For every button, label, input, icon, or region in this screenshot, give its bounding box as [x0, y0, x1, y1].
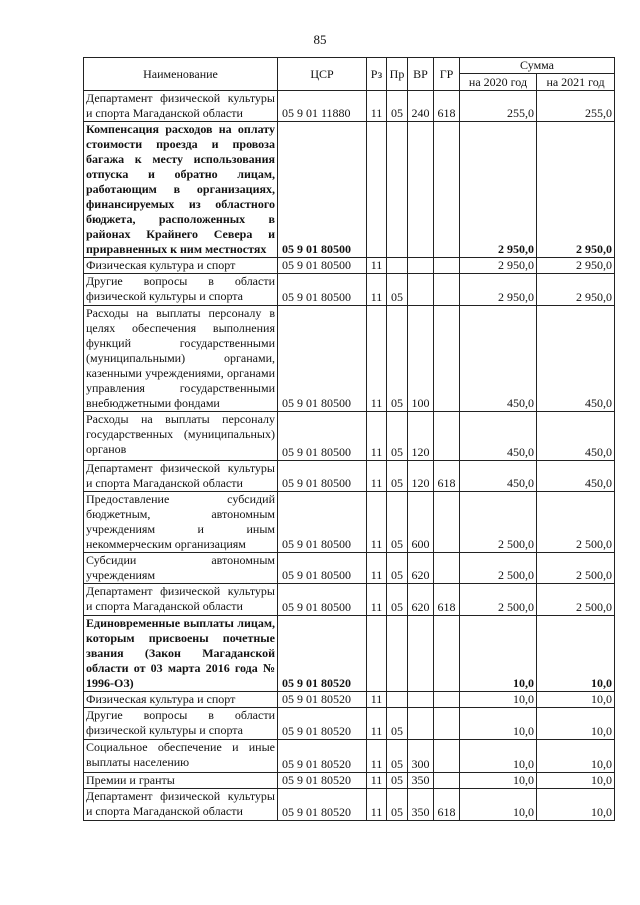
- row-sum-2021: 2 500,0: [537, 492, 615, 553]
- row-sum-2021: 450,0: [537, 461, 615, 492]
- row-sum-2021: 2 950,0: [537, 122, 615, 258]
- row-name: Единовременные выплаты лицам, которым присвоены почетные звания (Закон Магаданской области от 03 марта 2016 года № 1996-ОЗ): [84, 616, 278, 692]
- row-csr: 05 9 01 80520: [278, 616, 367, 692]
- row-csr: 05 9 01 11880: [278, 91, 367, 122]
- row-csr: 05 9 01 80500: [278, 553, 367, 584]
- row-rz: 11: [367, 692, 387, 708]
- row-rz: 11: [367, 740, 387, 773]
- row-csr: 05 9 01 80520: [278, 708, 367, 740]
- row-vr: [408, 122, 434, 258]
- header-rz: Рз: [367, 58, 387, 91]
- row-sum-2020: 2 500,0: [460, 553, 537, 584]
- row-vr: [408, 616, 434, 692]
- row-sum-2020: 2 500,0: [460, 492, 537, 553]
- row-rz: 11: [367, 274, 387, 306]
- row-csr: 05 9 01 80500: [278, 492, 367, 553]
- table-row: [84, 584, 615, 616]
- table-row: [84, 412, 615, 461]
- row-rz: 11: [367, 789, 387, 821]
- row-name: Физическая культура и спорт: [84, 692, 278, 708]
- row-pr: [387, 616, 408, 692]
- row-sum-2020: 450,0: [460, 412, 537, 461]
- row-gr: [434, 773, 460, 789]
- row-sum-2021: 255,0: [537, 91, 615, 122]
- row-gr: [434, 274, 460, 306]
- row-gr: [434, 553, 460, 584]
- row-sum-2021: 450,0: [537, 306, 615, 412]
- table-row: [84, 616, 615, 692]
- row-vr: [408, 708, 434, 740]
- row-gr: [434, 306, 460, 412]
- header-2021: на 2021 год: [537, 74, 615, 91]
- table-row: [84, 553, 615, 584]
- header-sum: Сумма: [460, 58, 615, 74]
- budget-table: [83, 57, 615, 821]
- table-row: [84, 91, 615, 122]
- row-name: Премии и гранты: [84, 773, 278, 789]
- row-vr: 100: [408, 306, 434, 412]
- row-rz: [367, 122, 387, 258]
- row-csr: 05 9 01 80500: [278, 461, 367, 492]
- row-pr: 05: [387, 553, 408, 584]
- table-row: [84, 258, 615, 274]
- row-sum-2020: 2 950,0: [460, 258, 537, 274]
- row-gr: [434, 616, 460, 692]
- row-rz: 11: [367, 461, 387, 492]
- row-gr: [434, 412, 460, 461]
- row-pr: 05: [387, 91, 408, 122]
- row-csr: 05 9 01 80500: [278, 258, 367, 274]
- row-vr: 620: [408, 584, 434, 616]
- row-sum-2021: 10,0: [537, 740, 615, 773]
- header-name: Наименование: [84, 58, 278, 91]
- row-pr: 05: [387, 461, 408, 492]
- row-name: Расходы на выплаты персоналу в целях обеспечения выполнения функций государственными (муниципальными) органами, казенными учреждениями, органами управления государственными внебюджетными фондами: [84, 306, 278, 412]
- row-csr: 05 9 01 80520: [278, 692, 367, 708]
- row-sum-2021: 2 950,0: [537, 274, 615, 306]
- row-name: Департамент физической культуры и спорта Магаданской области: [84, 789, 278, 821]
- row-sum-2021: 450,0: [537, 412, 615, 461]
- row-name: Другие вопросы в области физической культуры и спорта: [84, 274, 278, 306]
- row-csr: 05 9 01 80500: [278, 412, 367, 461]
- row-name: Физическая культура и спорт: [84, 258, 278, 274]
- row-csr: 05 9 01 80500: [278, 122, 367, 258]
- row-rz: 11: [367, 492, 387, 553]
- table-row: [84, 789, 615, 821]
- row-rz: 11: [367, 412, 387, 461]
- row-rz: [367, 616, 387, 692]
- row-rz: 11: [367, 773, 387, 789]
- row-pr: [387, 258, 408, 274]
- table-row: [84, 274, 615, 306]
- row-gr: 618: [434, 584, 460, 616]
- row-csr: 05 9 01 80500: [278, 306, 367, 412]
- header-pr: Пр: [387, 58, 408, 91]
- row-sum-2021: 2 500,0: [537, 584, 615, 616]
- page-number: 85: [313, 32, 327, 47]
- row-name: Департамент физической культуры и спорта Магаданской области: [84, 91, 278, 122]
- row-sum-2020: 10,0: [460, 692, 537, 708]
- row-vr: 350: [408, 773, 434, 789]
- row-gr: [434, 122, 460, 258]
- row-gr: [434, 258, 460, 274]
- row-sum-2020: 450,0: [460, 306, 537, 412]
- row-pr: [387, 692, 408, 708]
- row-sum-2020: 255,0: [460, 91, 537, 122]
- table-row: [84, 461, 615, 492]
- row-pr: 05: [387, 740, 408, 773]
- row-name: Предоставление субсидий бюджетным, автономным учреждениям и иным некоммерческим организациям: [84, 492, 278, 553]
- row-rz: 11: [367, 553, 387, 584]
- row-sum-2020: 10,0: [460, 616, 537, 692]
- table-row: [84, 773, 615, 789]
- row-csr: 05 9 01 80500: [278, 584, 367, 616]
- table-row: [84, 492, 615, 553]
- row-sum-2021: 10,0: [537, 708, 615, 740]
- row-sum-2020: 2 950,0: [460, 122, 537, 258]
- row-sum-2021: 10,0: [537, 616, 615, 692]
- row-gr: 618: [434, 91, 460, 122]
- row-csr: 05 9 01 80500: [278, 274, 367, 306]
- header-vr: ВР: [408, 58, 434, 91]
- row-csr: 05 9 01 80520: [278, 740, 367, 773]
- row-gr: 618: [434, 461, 460, 492]
- row-vr: 300: [408, 740, 434, 773]
- row-vr: 600: [408, 492, 434, 553]
- row-pr: 05: [387, 492, 408, 553]
- row-sum-2020: 10,0: [460, 740, 537, 773]
- table-row: [84, 306, 615, 412]
- row-vr: 240: [408, 91, 434, 122]
- row-rz: 11: [367, 258, 387, 274]
- row-pr: 05: [387, 584, 408, 616]
- row-sum-2021: 10,0: [537, 789, 615, 821]
- row-vr: 120: [408, 412, 434, 461]
- row-vr: [408, 274, 434, 306]
- row-name: Компенсация расходов на оплату стоимости проезда и провоза багажа к месту использования отпуска и обратно лицам, работающим в организациях, финансируемых из областного бюджета, расположенных в районах Крайнего Севера и приравненных к ним местностях: [84, 122, 278, 258]
- header-2020: на 2020 год: [460, 74, 537, 91]
- row-vr: [408, 692, 434, 708]
- row-rz: 11: [367, 91, 387, 122]
- table-row: [84, 122, 615, 258]
- row-sum-2020: 2 950,0: [460, 274, 537, 306]
- header-gr: ГР: [434, 58, 460, 91]
- row-sum-2021: 2 950,0: [537, 258, 615, 274]
- row-pr: 05: [387, 412, 408, 461]
- row-gr: 618: [434, 789, 460, 821]
- row-sum-2021: 2 500,0: [537, 553, 615, 584]
- row-rz: 11: [367, 708, 387, 740]
- table-row: [84, 692, 615, 708]
- table-row: [84, 708, 615, 740]
- row-name: Расходы на выплаты персоналу государственных (муниципальных) органов: [84, 412, 278, 461]
- row-sum-2020: 450,0: [460, 461, 537, 492]
- header-csr: ЦСР: [278, 58, 367, 91]
- row-pr: [387, 122, 408, 258]
- row-sum-2020: 10,0: [460, 773, 537, 789]
- row-vr: 350: [408, 789, 434, 821]
- row-sum-2020: 10,0: [460, 789, 537, 821]
- row-gr: [434, 492, 460, 553]
- row-gr: [434, 740, 460, 773]
- row-pr: 05: [387, 274, 408, 306]
- row-sum-2021: 10,0: [537, 773, 615, 789]
- table-row: [84, 740, 615, 773]
- row-csr: 05 9 01 80520: [278, 789, 367, 821]
- row-csr: 05 9 01 80520: [278, 773, 367, 789]
- row-name: Социальное обеспечение и иные выплаты населению: [84, 740, 278, 773]
- row-pr: 05: [387, 773, 408, 789]
- row-gr: [434, 692, 460, 708]
- row-rz: 11: [367, 584, 387, 616]
- row-name: Другие вопросы в области физической культуры и спорта: [84, 708, 278, 740]
- row-pr: 05: [387, 708, 408, 740]
- row-name: Департамент физической культуры и спорта Магаданской области: [84, 584, 278, 616]
- row-sum-2020: 10,0: [460, 708, 537, 740]
- row-pr: 05: [387, 789, 408, 821]
- row-sum-2021: 10,0: [537, 692, 615, 708]
- row-vr: 120: [408, 461, 434, 492]
- row-name: Субсидии автономным учреждениям: [84, 553, 278, 584]
- row-sum-2020: 2 500,0: [460, 584, 537, 616]
- row-pr: 05: [387, 306, 408, 412]
- row-name: Департамент физической культуры и спорта Магаданской области: [84, 461, 278, 492]
- row-vr: 620: [408, 553, 434, 584]
- row-vr: [408, 258, 434, 274]
- table-body: [84, 91, 615, 821]
- row-gr: [434, 708, 460, 740]
- row-rz: 11: [367, 306, 387, 412]
